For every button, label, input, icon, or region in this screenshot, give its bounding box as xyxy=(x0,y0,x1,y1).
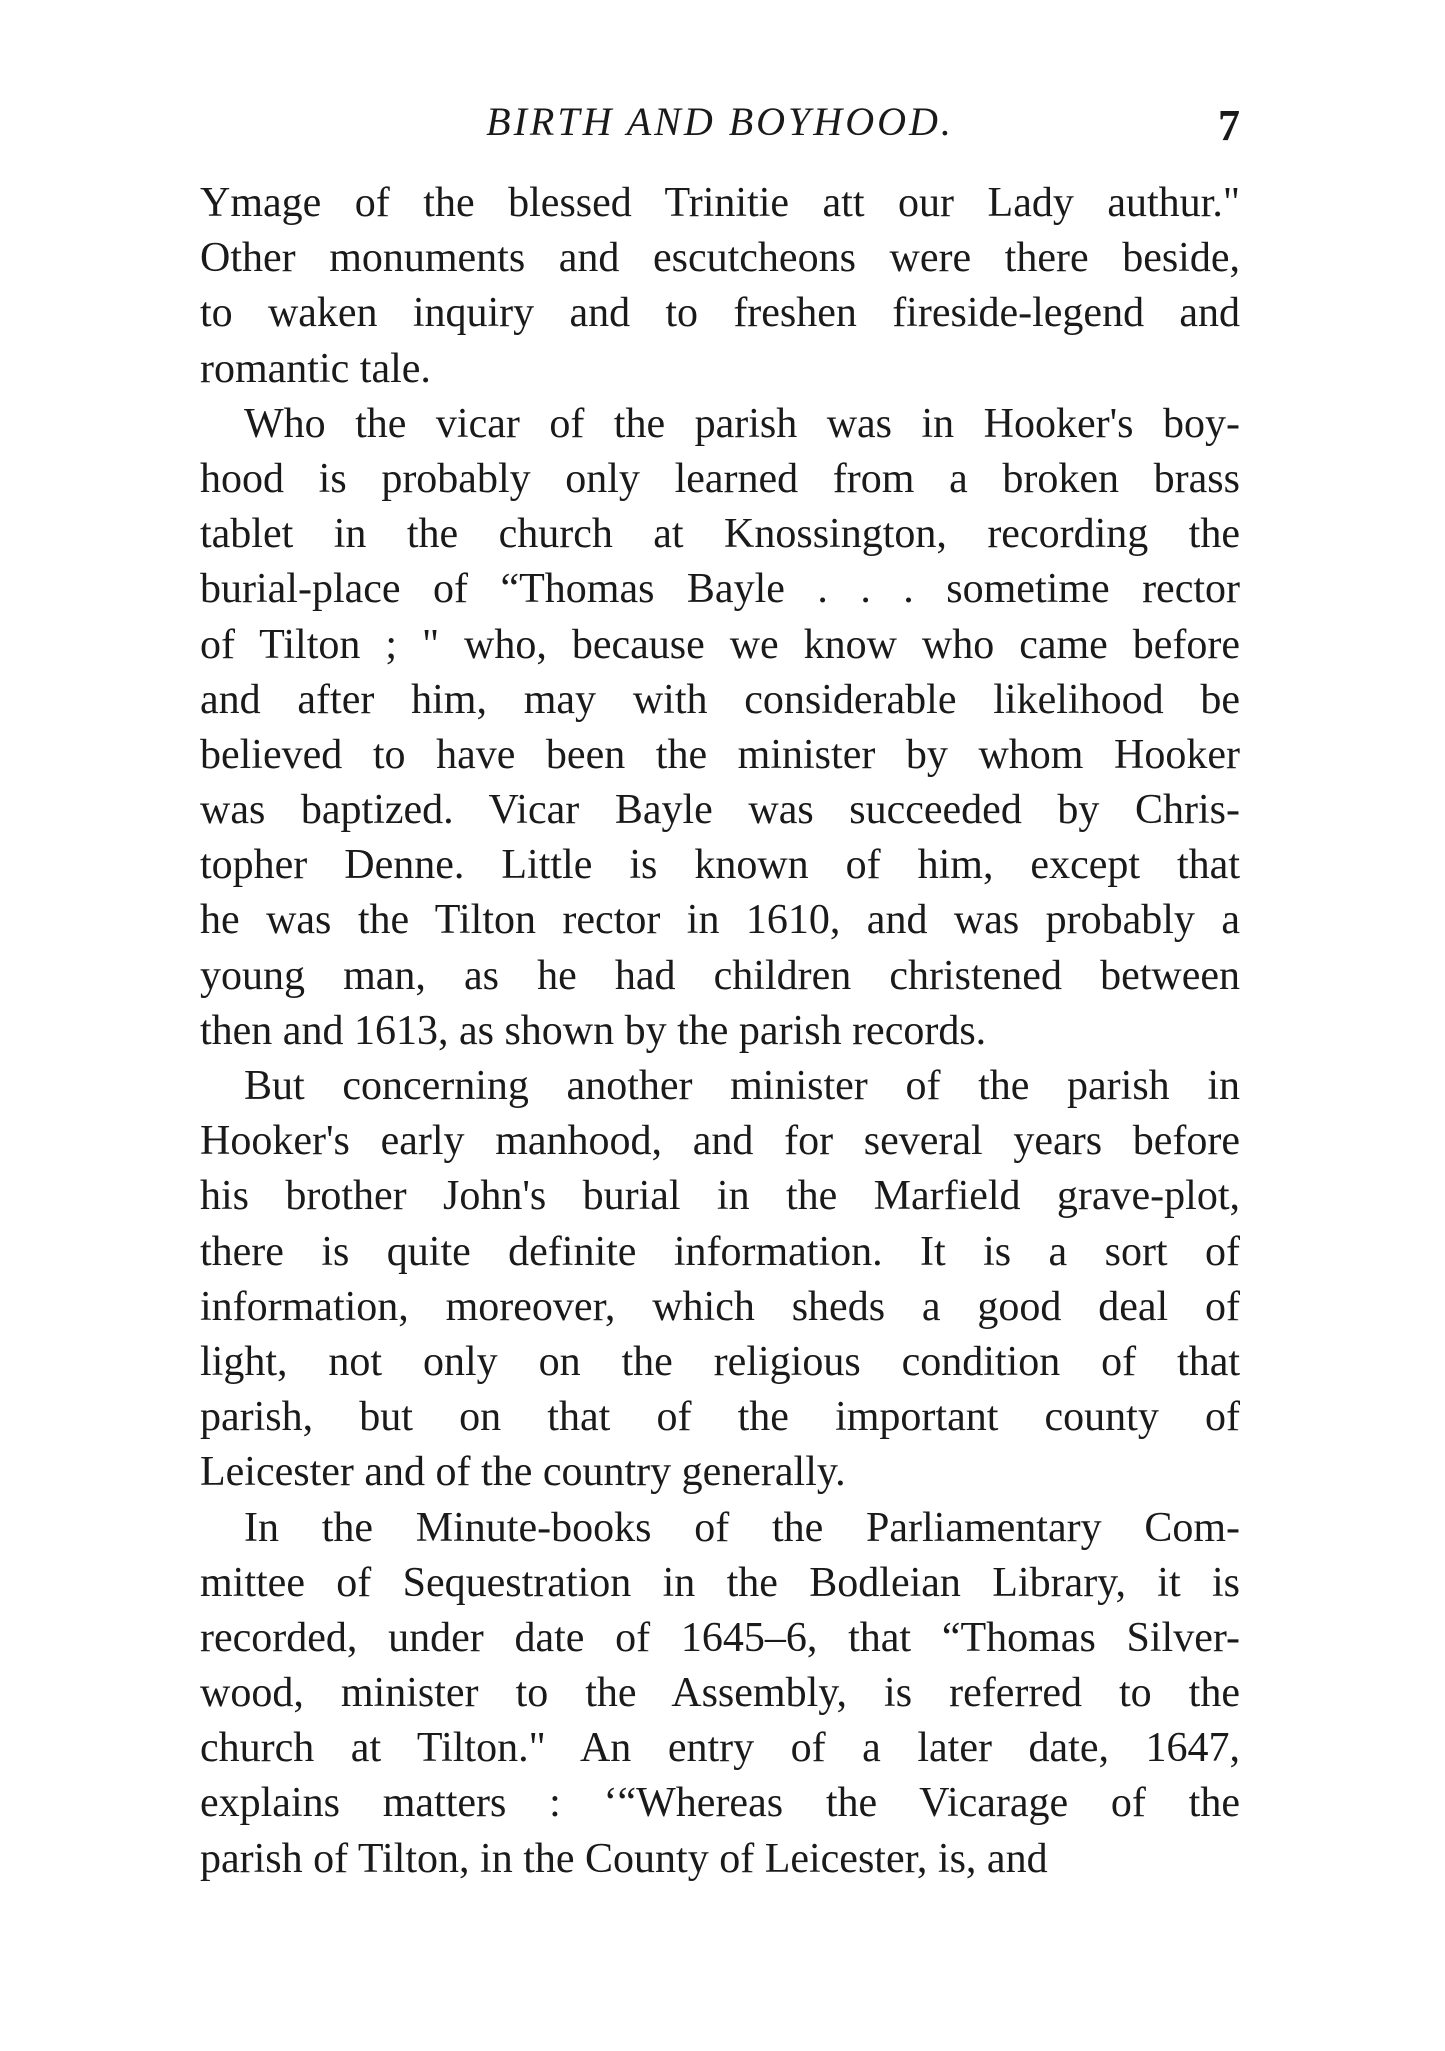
text-line: Hooker's early manhood, and for several years before xyxy=(200,1118,1240,1165)
text-line: believed to have been the minister by whom Hooker xyxy=(200,731,1240,778)
text-line: then and 1613, as shown by the parish records. xyxy=(200,1007,987,1054)
text-line: mittee of Sequestration in the Bodleian Library, it is xyxy=(200,1559,1240,1606)
text-line: there is quite definite information. It is a sort of xyxy=(200,1228,1240,1275)
text-line: information, moreover, which sheds a good deal of xyxy=(200,1283,1240,1330)
text-line: In the Minute-books of the Parliamentary Com- xyxy=(244,1504,1240,1551)
text-line: parish, but on that of the important county of xyxy=(200,1394,1240,1441)
text-line: wood, minister to the Assembly, is referred to the xyxy=(200,1670,1240,1717)
text-line: tablet in the church at Knossington, recording the xyxy=(200,511,1240,558)
text-line: church at Tilton." An entry of a later date, 1647, xyxy=(200,1725,1240,1772)
text-line: recorded, under date of 1645–6, that “Thomas Silver- xyxy=(200,1614,1240,1661)
paragraph xyxy=(200,1501,1240,1887)
text-line: burial-place of “Thomas Bayle . . . sometime rector xyxy=(200,566,1240,613)
text-line: romantic tale. xyxy=(200,345,431,392)
text-line: to waken inquiry and to freshen fireside-legend and xyxy=(200,290,1240,337)
text-line: Ymage of the blessed Trinitie att our Lady authur." xyxy=(200,180,1240,226)
text-line: his brother John's burial in the Marfield grave-plot, xyxy=(200,1173,1240,1220)
running-head xyxy=(200,92,1240,152)
running-title: BIRTH AND BOYHOOD. xyxy=(486,99,954,144)
text-line: hood is probably only learned from a broken brass xyxy=(200,455,1240,502)
body-text xyxy=(200,176,1240,1887)
text-line: Other monuments and escutcheons were there beside, xyxy=(200,235,1240,282)
text-line: topher Denne. Little is known of him, except that xyxy=(200,842,1240,889)
text-line: parish of Tilton, in the County of Leicester, is, and xyxy=(200,1835,1048,1882)
paragraph xyxy=(200,176,1240,397)
text-line: and after him, may with considerable likelihood be xyxy=(200,676,1240,723)
text-line: light, not only on the religious condition of that xyxy=(200,1338,1240,1385)
text-line: was baptized. Vicar Bayle was succeeded by Chris- xyxy=(200,787,1240,834)
page-number: 7 xyxy=(1218,101,1240,150)
paragraph xyxy=(200,1059,1240,1501)
paragraph xyxy=(200,397,1240,1059)
text-line: Who the vicar of the parish was in Hooker's boy- xyxy=(244,400,1240,447)
text-line: young man, as he had children christened between xyxy=(200,952,1240,999)
text-line: of Tilton ; " who, because we know who came before xyxy=(200,621,1240,668)
text-line: he was the Tilton rector in 1610, and was probably a xyxy=(200,897,1240,944)
text-line: Leicester and of the country generally. xyxy=(200,1449,846,1496)
text-line: explains matters : ‘“Whereas the Vicarage of the xyxy=(200,1780,1240,1827)
text-line: But concerning another minister of the parish in xyxy=(244,1063,1240,1109)
